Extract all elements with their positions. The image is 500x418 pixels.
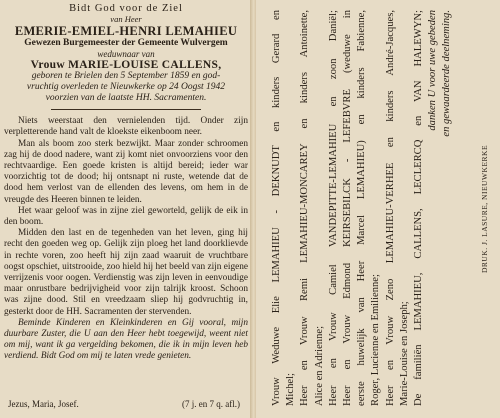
birth-death-line: geboren te Brielen den 5 September 1859 en god- [31,71,221,82]
family-line: Marie-Louise en Joseph; [398,301,410,406]
van-heer: van Heer [110,14,142,25]
family-line: Heer en Vrouw Remi LEMAHIEU-MONCAREY en kinders Antoinette, [299,10,311,406]
family-line: Roger, Lucienne en Emilienne; [370,274,382,406]
memorial-paragraph: Niets weerstaat den vernielenden tijd. Onder zijn verpletterende hand valt de kloekste eikenboom neer. [4,116,248,138]
family-line: Michel; [285,373,297,406]
memorial-paragraph: Midden den last en de tegenheden van het leven, ging hij recht den goeden weg op. Gelijk zijn ploeg het land doorklievde in rechte voren, zoo heeft hij zijn zaad waaruit de vruchtbare oogst opschiet, uitstrooide, zoo hield hij het beeld van zijn eigene verrijzenis voor oogen. Verdienstig was zijn leven in eenvoudige maar onrustbare bedrijvigheid voor zijn talrijk kroost. Schoon was zijne dood. Stil en vreedzaam sliep hij godvruchtig in, gesterkt door de HH. Sacramenten der stervenden. [4,228,248,317]
left-page [4,2,248,416]
opening-line: Bidt God voor de Ziel [69,3,183,14]
center-fold [250,0,256,418]
family-line: Alice en Adrienne; [313,325,325,406]
closing-line: en gewaardeerde deelneming. [441,10,453,137]
family-line: Heer en Vrouw Camiel VANDEPITTE-LEMAHIEU en zoon Daniël; [327,10,339,406]
divider [51,109,201,110]
widower-of: weduwnaar van [97,48,155,59]
birth-death-dates [4,71,248,104]
indulgence-note: (7 j. en 7 q. afl.) [182,398,240,409]
family-line: Vrouw Weduwe Elie LEMAHIEU - DEKNUDT en kinders Gerard en [271,10,282,406]
family-list [258,0,455,418]
right-page [258,0,498,418]
closing-line: danken U voor uwe gebeden [427,10,439,131]
printer-imprint: DRUK. J. LASURE, NIEUWKERKE [479,144,489,274]
family-line: Heer en Vrouw Edmond KEIRSEBILCK - LEFEBVRE (weduwe in [342,10,354,406]
footer [8,399,240,410]
birth-death-line: voorzien van de laatste HH. Sacramenten. [45,93,207,104]
deceased-title: Gewezen Burgemeester der Gemeente Wulvergem [24,37,228,48]
memorial-paragraph: Beminde Kinderen en Kleinkinderen en Gij vooral, mijn duurbare Zuster, die U aan den Heer hebt toegewijd, weent niet om mij, want ik ga vergelding bekomen, die ik in mijn leven heb verdiend. Bidt God om mij te laten vrede genieten. [4,317,248,362]
birth-death-line: vruchtig overleden te Nieuwkerke op 24 Oogst 1942 [26,82,226,93]
family-line: Heer en Vrouw Zeno LEMAHIEU-VERHEE en kinders André-Jacques, [384,10,396,406]
memorial-paragraph: Man als boom zoo sterk bezwijkt. Maar zonder schroomen zag hij de dood nadere, want zij komt niet onvoorziens voor den rechtvaardige. Een goede kristen is altijd bereid; ieder war voorzichtig tot de dood; hij ontsnapt ni ruste, wetende dat de dood hem verlost van de ellenden des levens, om hem in de vreugde des Heeren binnen te leiden. [4,138,248,205]
prayer-invocation: Jezus, Maria, Josef. [8,398,79,409]
memorial-text [4,116,248,362]
spouse-name: Vrouw MARIE-LOUISE CALLENS, [30,59,222,72]
family-line: De familiën LEMAHIEU, CALLENS, LECLERCQ en VAN HALEWYN; [413,10,425,406]
deceased-name: EMERIE-EMIEL-HENRI LEMAHIEU [14,24,238,39]
family-thanks-block [258,0,498,418]
family-line: eerste huwelijk van Heer Marcel LEMAHIEU) en kinders Fabienne, [356,10,368,406]
memorial-paragraph: Het waar geloof was in zijne ziel geworteld, gelijk de eik in den boom. [4,205,248,228]
